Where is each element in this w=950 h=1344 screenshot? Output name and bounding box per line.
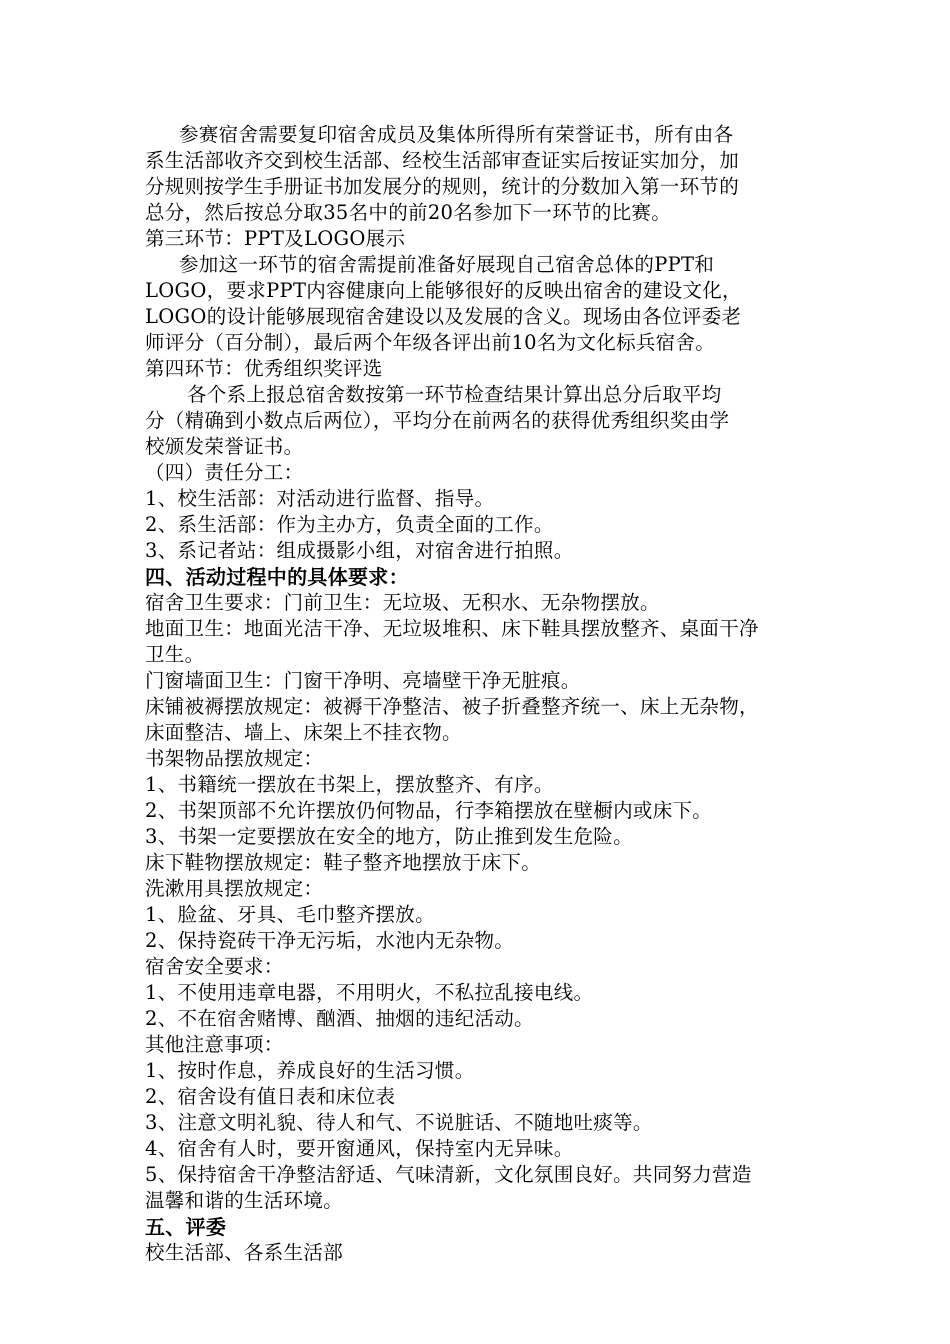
paragraph-line: 床面整洁、墙上、床架上不挂衣物。 [145, 721, 462, 744]
paragraph-line: 分规则按学生手册证书加发展分的规则，统计的分数加入第一环节的 [145, 175, 740, 198]
section-heading: 洗漱用具摆放规定： [145, 877, 324, 900]
section-heading: 书架物品摆放规定： [145, 747, 324, 770]
paragraph-line: 系生活部收齐交到校生活部、经校生活部审查证实后按证实加分，加 [145, 149, 740, 172]
list-item: 2、系生活部：作为主办方，负责全面的工作。 [145, 513, 554, 536]
paragraph-line: LOGO的设计能够展现宿舍建设以及发展的含义。现场由各位评委老 [145, 305, 742, 328]
paragraph-line: 床下鞋物摆放规定：鞋子整齐地摆放于床下。 [145, 851, 542, 874]
paragraph-line: 门窗墙面卫生：门窗干净明、亮墙壁干净无脏痕。 [145, 669, 581, 692]
list-item: 5、保持宿舍干净整洁舒适、气味清新，文化氛围良好。共同努力营造 [145, 1163, 752, 1186]
section-heading: 宿舍安全要求： [145, 955, 284, 978]
paragraph-line: 分（精确到小数点后两位），平均分在前两名的获得优秀组织奖由学 [145, 409, 730, 432]
paragraph-line: 总分，然后按总分取35名中的前20名参加下一环节的比赛。 [145, 201, 672, 224]
paragraph-line: 宿舍卫生要求：门前卫生：无垃圾、无积水、无杂物摆放。 [145, 591, 660, 614]
document-body [145, 122, 813, 1266]
section-heading: 第三环节：PPT及LOGO展示 [145, 227, 406, 250]
paragraph-line: 参赛宿舍需要复印宿舍成员及集体所得所有荣誉证书，所有由各 [179, 123, 734, 146]
list-item: 1、校生活部：对活动进行监督、指导。 [145, 487, 495, 510]
list-item: 1、不使用违章电器，不用明火，不私拉乱接电线。 [145, 981, 594, 1004]
list-item: 2、保持瓷砖干净无污垢，水池内无杂物。 [145, 929, 515, 952]
chapter-heading: 四、活动过程中的具体要求： [145, 565, 409, 589]
paragraph-line: 各个系上报总宿舍数按第一环节检查结果计算出总分后取平均 [187, 383, 722, 406]
paragraph-line: 校颁发荣誉证书。 [145, 435, 304, 458]
paragraph-line: 参加这一环节的宿舍需提前准备好展现自己宿舍总体的PPT和 [179, 253, 715, 276]
section-heading: 第四环节：优秀组织奖评选 [145, 357, 383, 380]
list-item: 2、书架顶部不允许摆放仍何物品，行李箱摆放在壁橱内或床下。 [145, 799, 713, 822]
list-item: 3、系记者站：组成摄影小组，对宿舍进行拍照。 [145, 539, 574, 562]
paragraph-line: 卫生。 [145, 643, 205, 666]
section-heading: 其他注意事项： [145, 1033, 284, 1056]
paragraph-line: 地面卫生：地面光洁干净、无垃圾堆积、床下鞋具摆放整齐、桌面干净 [145, 617, 759, 640]
list-item: 3、书架一定要摆放在安全的地方，防止推到发生危险。 [145, 825, 633, 848]
list-item: 温馨和谐的生活环境。 [145, 1189, 344, 1212]
list-item: 3、注意文明礼貌、待人和气、不说脏话、不随地吐痰等。 [145, 1111, 653, 1134]
section-heading: （四）责任分工： [145, 461, 304, 484]
chapter-heading: 五、评委 [145, 1215, 227, 1239]
paragraph-line: 校生活部、各系生活部 [145, 1241, 344, 1264]
list-item: 4、宿舍有人时，要开窗通风，保持室内无异味。 [145, 1137, 574, 1160]
list-item: 1、书籍统一摆放在书架上，摆放整齐、有序。 [145, 773, 554, 796]
paragraph-line: 床铺被褥摆放规定：被褥干净整洁、被子折叠整齐统一、床上无杂物， [145, 695, 759, 718]
paragraph-line: LOGO，要求PPT内容健康向上能够很好的反映出宿舍的建设文化， [145, 279, 742, 302]
list-item: 1、按时作息，养成良好的生活习惯。 [145, 1059, 475, 1082]
paragraph-line: 师评分（百分制），最后两个年级各评出前10名为文化标兵宿舍。 [145, 331, 716, 354]
list-item: 1、脸盆、牙具、毛巾整齐摆放。 [145, 903, 435, 926]
list-item: 2、不在宿舍赌博、酗酒、抽烟的违纪活动。 [145, 1007, 534, 1030]
list-item: 2、宿舍设有值日表和床位表 [145, 1085, 396, 1108]
